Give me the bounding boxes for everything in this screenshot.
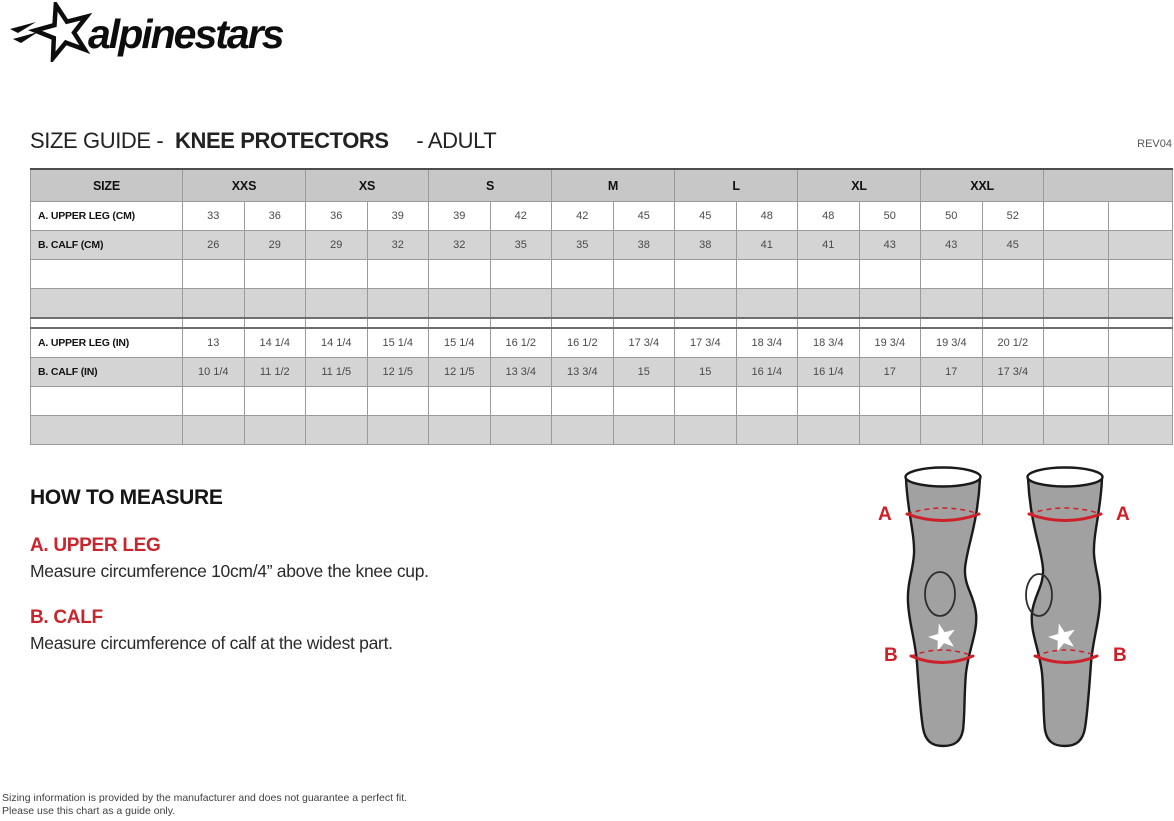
alpinestars-logo-graphic (8, 2, 298, 62)
how-to-measure-heading: HOW TO MEASURE (30, 486, 223, 509)
spacer-cell (367, 318, 429, 328)
table-row (31, 231, 1173, 260)
size-value-cell (183, 416, 245, 445)
size-col-header-xxs: XXS (183, 169, 306, 202)
spacer-cell (306, 318, 368, 328)
table-row (31, 387, 1173, 416)
size-value-cell: 33 (183, 202, 245, 231)
disclaimer-line-1: Sizing information is provided by the manufacturer and does not guarantee a perfect fit. (2, 792, 408, 804)
size-value-cell (367, 416, 429, 445)
size-value-cell (1044, 260, 1109, 289)
footer-disclaimer (2, 792, 407, 818)
size-value-cell: 14 1/4 (306, 328, 368, 358)
size-value-cell (798, 260, 860, 289)
size-value-cell (859, 387, 921, 416)
size-chart-table (30, 168, 1173, 445)
row-label: B. CALF (IN) (31, 358, 183, 387)
size-value-cell: 43 (859, 231, 921, 260)
size-value-cell: 12 1/5 (367, 358, 429, 387)
spacer-cell (613, 318, 675, 328)
right-leg-opening (1028, 468, 1103, 487)
size-value-cell (429, 387, 491, 416)
size-value-cell: 15 (613, 358, 675, 387)
size-value-cell (921, 260, 983, 289)
left-leg-opening (906, 468, 981, 487)
size-value-cell (1044, 416, 1109, 445)
size-value-cell (859, 289, 921, 319)
size-value-cell (859, 260, 921, 289)
size-value-cell: 11 1/2 (244, 358, 306, 387)
left-knee-sleeve (906, 468, 981, 747)
size-value-cell: 29 (306, 231, 368, 260)
size-value-cell: 15 1/4 (367, 328, 429, 358)
size-value-cell (1108, 202, 1173, 231)
size-value-cell (921, 387, 983, 416)
size-value-cell: 29 (244, 231, 306, 260)
size-value-cell (183, 260, 245, 289)
spacer-cell (244, 318, 306, 328)
size-value-cell: 18 3/4 (798, 328, 860, 358)
size-value-cell (183, 289, 245, 319)
size-value-cell (244, 387, 306, 416)
spacer-cell (552, 318, 614, 328)
size-value-cell: 16 1/4 (736, 358, 798, 387)
size-value-cell: 17 (921, 358, 983, 387)
size-value-cell (1108, 231, 1173, 260)
size-value-cell (306, 416, 368, 445)
size-value-cell: 45 (675, 202, 737, 231)
size-value-cell (1108, 289, 1173, 319)
size-value-cell (982, 387, 1044, 416)
size-value-cell (183, 387, 245, 416)
size-value-cell: 15 (675, 358, 737, 387)
size-value-cell (552, 416, 614, 445)
size-value-cell (736, 387, 798, 416)
size-value-cell (982, 260, 1044, 289)
size-value-cell: 17 3/4 (675, 328, 737, 358)
size-value-cell: 39 (367, 202, 429, 231)
size-value-cell (613, 416, 675, 445)
spacer-cell (1044, 318, 1109, 328)
size-col-header-xs: XS (306, 169, 429, 202)
spacer-cell (490, 318, 552, 328)
size-value-cell: 17 3/4 (982, 358, 1044, 387)
size-value-cell: 39 (429, 202, 491, 231)
size-value-cell (1044, 387, 1109, 416)
size-value-cell (367, 289, 429, 319)
size-value-cell (736, 289, 798, 319)
size-col-header-xxl: XXL (921, 169, 1044, 202)
size-value-cell (1108, 328, 1173, 358)
row-label (31, 260, 183, 289)
spacer-cell (921, 318, 983, 328)
size-value-cell: 13 3/4 (552, 358, 614, 387)
size-value-cell: 35 (552, 231, 614, 260)
page-title (30, 128, 1172, 154)
measure-a-description: Measure circumference 10cm/4” above the knee cup. (30, 561, 429, 581)
size-value-cell (1108, 387, 1173, 416)
row-label: B. CALF (CM) (31, 231, 183, 260)
label-a-right: A (1116, 504, 1130, 525)
spacer-cell (798, 318, 860, 328)
right-knee-sleeve (1026, 468, 1103, 747)
size-value-cell: 50 (859, 202, 921, 231)
size-value-cell (244, 289, 306, 319)
size-chart-header-row (31, 169, 1173, 202)
measure-a-title: A. UPPER LEG (30, 535, 161, 556)
size-value-cell: 48 (736, 202, 798, 231)
size-value-cell: 32 (367, 231, 429, 260)
size-value-cell: 19 3/4 (859, 328, 921, 358)
row-label (31, 289, 183, 319)
size-value-cell (982, 289, 1044, 319)
size-value-cell: 13 (183, 328, 245, 358)
size-value-cell (798, 387, 860, 416)
how-to-measure-section (30, 486, 590, 654)
size-value-cell: 11 1/5 (306, 358, 368, 387)
alpinestars-star-icon (10, 5, 87, 58)
size-value-cell: 18 3/4 (736, 328, 798, 358)
label-b-left: B (884, 645, 898, 666)
spacer-cell (183, 318, 245, 328)
spacer-cell (31, 318, 183, 328)
size-value-cell (490, 260, 552, 289)
size-value-cell: 26 (183, 231, 245, 260)
size-value-cell: 50 (921, 202, 983, 231)
size-value-cell (613, 387, 675, 416)
knee-sleeve-illustration (866, 458, 1174, 758)
size-value-cell (306, 260, 368, 289)
size-value-cell: 15 1/4 (429, 328, 491, 358)
size-value-cell: 48 (798, 202, 860, 231)
spacer-cell (859, 318, 921, 328)
size-value-cell (244, 416, 306, 445)
size-value-cell (306, 289, 368, 319)
size-value-cell: 41 (736, 231, 798, 260)
size-value-cell (1044, 358, 1109, 387)
size-value-cell: 36 (306, 202, 368, 231)
size-col-header-l: L (675, 169, 798, 202)
title-product: KNEE PROTECTORS (175, 128, 389, 153)
size-value-cell (244, 260, 306, 289)
size-value-cell: 32 (429, 231, 491, 260)
size-value-cell (490, 387, 552, 416)
size-value-cell: 16 1/4 (798, 358, 860, 387)
size-value-cell: 52 (982, 202, 1044, 231)
size-value-cell: 43 (921, 231, 983, 260)
size-value-cell (367, 387, 429, 416)
size-value-cell (613, 289, 675, 319)
title-row (30, 128, 1172, 162)
table-row (31, 260, 1173, 289)
size-value-cell (429, 416, 491, 445)
spacer-cell (982, 318, 1044, 328)
size-value-cell (675, 387, 737, 416)
spacer-cell (1108, 318, 1173, 328)
size-value-cell (675, 289, 737, 319)
size-value-cell: 36 (244, 202, 306, 231)
row-label (31, 416, 183, 445)
size-value-cell (675, 416, 737, 445)
size-value-cell: 17 3/4 (613, 328, 675, 358)
measure-b-description: Measure circumference of calf at the widest part. (30, 633, 393, 653)
size-value-cell: 35 (490, 231, 552, 260)
table-row (31, 358, 1173, 387)
size-value-cell (736, 260, 798, 289)
size-value-cell (306, 387, 368, 416)
size-value-cell: 14 1/4 (244, 328, 306, 358)
title-suffix: - ADULT (416, 128, 497, 153)
alpinestars-logo (8, 2, 298, 62)
size-value-cell: 17 (859, 358, 921, 387)
size-value-cell (1044, 202, 1109, 231)
size-value-cell (1044, 231, 1109, 260)
size-col-header-s: S (429, 169, 552, 202)
table-row (31, 328, 1173, 358)
size-value-cell (1044, 289, 1109, 319)
size-col-header-xl: XL (798, 169, 921, 202)
size-value-cell: 42 (552, 202, 614, 231)
size-value-cell (1108, 416, 1173, 445)
size-value-cell (982, 416, 1044, 445)
spacer-cell (675, 318, 737, 328)
table-row (31, 289, 1173, 319)
table-row (31, 416, 1173, 445)
revision-label: REV04 (1137, 138, 1172, 150)
size-value-cell (675, 260, 737, 289)
size-value-cell (613, 260, 675, 289)
size-value-cell: 16 1/2 (490, 328, 552, 358)
brand-wordmark: alpinestars (88, 11, 283, 57)
spacer-row (31, 318, 1173, 328)
size-value-cell: 13 3/4 (490, 358, 552, 387)
size-value-cell (859, 416, 921, 445)
size-value-cell (429, 260, 491, 289)
knee-sleeve-diagram (866, 458, 1174, 763)
size-value-cell (429, 289, 491, 319)
size-value-cell (490, 289, 552, 319)
row-label: A. UPPER LEG (CM) (31, 202, 183, 231)
size-value-cell: 41 (798, 231, 860, 260)
size-value-cell (921, 289, 983, 319)
size-value-cell (1108, 358, 1173, 387)
spacer-cell (429, 318, 491, 328)
spacer-cell (736, 318, 798, 328)
size-value-cell: 19 3/4 (921, 328, 983, 358)
size-value-cell (1108, 260, 1173, 289)
row-label (31, 387, 183, 416)
size-corner-header: SIZE (31, 169, 183, 202)
size-value-cell: 45 (613, 202, 675, 231)
size-value-cell: 38 (675, 231, 737, 260)
size-value-cell (552, 289, 614, 319)
size-value-cell (798, 289, 860, 319)
label-a-left: A (878, 504, 892, 525)
size-value-cell (552, 260, 614, 289)
size-value-cell: 38 (613, 231, 675, 260)
size-value-cell (736, 416, 798, 445)
size-value-cell (1044, 328, 1109, 358)
size-value-cell (367, 260, 429, 289)
row-label: A. UPPER LEG (IN) (31, 328, 183, 358)
size-value-cell: 20 1/2 (982, 328, 1044, 358)
size-value-cell: 16 1/2 (552, 328, 614, 358)
size-value-cell: 42 (490, 202, 552, 231)
title-prefix: SIZE GUIDE - (30, 128, 164, 153)
size-chart (30, 168, 1173, 445)
size-value-cell (798, 416, 860, 445)
size-value-cell (552, 387, 614, 416)
size-value-cell: 10 1/4 (183, 358, 245, 387)
empty-size-header (1044, 169, 1173, 202)
label-b-right: B (1113, 645, 1127, 666)
table-row (31, 202, 1173, 231)
disclaimer-line-2: Please use this chart as a guide only. (2, 805, 176, 817)
measure-b-title: B. CALF (30, 607, 103, 628)
size-value-cell (490, 416, 552, 445)
size-value-cell (921, 416, 983, 445)
size-value-cell: 45 (982, 231, 1044, 260)
size-col-header-m: M (552, 169, 675, 202)
size-value-cell: 12 1/5 (429, 358, 491, 387)
